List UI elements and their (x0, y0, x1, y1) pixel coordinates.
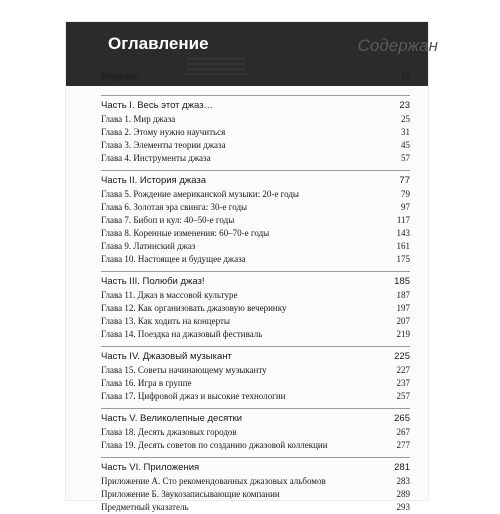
toc-chapter-page: 197 (396, 303, 410, 313)
toc-chapter (101, 201, 410, 214)
toc-chapter-label: Глава 17. Цифровой джаз и высокие технологии (101, 391, 286, 401)
toc-chapter-page: 57 (401, 153, 410, 163)
toc-chapter (101, 214, 410, 227)
toc-chapter (101, 501, 410, 514)
toc-chapter (101, 240, 410, 253)
toc-chapter (101, 315, 410, 328)
toc-chapter (101, 488, 410, 501)
toc-part-label: Часть IV. Джазовый музыкант (101, 351, 232, 362)
toc-intro-page: 19 (401, 71, 410, 81)
toc-chapter-page: 293 (396, 502, 410, 512)
toc-chapter (101, 328, 410, 341)
toc-part-page: 77 (399, 175, 410, 186)
toc-chapter-label: Глава 13. Как ходить на концерты (101, 316, 230, 326)
toc-part (101, 461, 410, 475)
toc-chapter-label: Глава 15. Советы начинающему музыканту (101, 365, 267, 375)
toc-chapter (101, 377, 410, 390)
toc-chapter-page: 97 (401, 202, 410, 212)
toc-chapter-label: Глава 14. Поездка на джазовый фестиваль (101, 329, 263, 339)
toc-chapter-label: Глава 5. Рождение американской музыки: 20-е годы (101, 189, 299, 199)
toc-parts (101, 95, 410, 514)
toc-chapter-label: Глава 12. Как организовать джазовую вечеринку (101, 303, 287, 313)
toc-chapter-page: 237 (396, 378, 410, 388)
part-divider (101, 408, 410, 409)
toc-part-page: 265 (394, 413, 410, 424)
toc-chapter-label: Глава 18. Десять джазовых городов (101, 427, 237, 437)
toc-chapter-page: 187 (396, 290, 410, 300)
toc-chapter-page: 227 (396, 365, 410, 375)
toc-part-page: 225 (394, 351, 410, 362)
toc-chapter (101, 302, 410, 315)
table-of-contents (101, 68, 410, 514)
toc-part-page: 281 (394, 462, 410, 473)
part-divider (101, 170, 410, 171)
part-divider (101, 346, 410, 347)
toc-chapter-label: Глава 9. Латинский джаз (101, 241, 196, 251)
toc-chapter (101, 475, 410, 488)
toc-chapter (101, 364, 410, 377)
toc-chapter (101, 426, 410, 439)
toc-chapter-page: 117 (396, 215, 410, 225)
toc-part-label: Часть V. Великолепные десятки (101, 413, 243, 424)
toc-chapter-page: 283 (396, 476, 410, 486)
toc-chapter-label: Глава 3. Элементы теории джаза (101, 140, 226, 150)
book-page (66, 22, 438, 512)
part-divider (101, 95, 410, 96)
toc-chapter-page: 143 (396, 228, 410, 238)
page-title: Оглавление (108, 34, 209, 53)
toc-chapter-page: 267 (396, 427, 410, 437)
toc-chapter-label: Глава 4. Инструменты джаза (101, 153, 211, 163)
toc-part (101, 275, 410, 289)
toc-chapter (101, 152, 410, 165)
toc-chapter-page: 161 (396, 241, 410, 251)
toc-intro-label: Введение (101, 71, 138, 81)
toc-chapter-page: 45 (401, 140, 410, 150)
toc-chapter-label: Глава 7. Бибоп и кул: 40–50-е годы (101, 215, 235, 225)
toc-chapter (101, 439, 410, 452)
ghost-title: Содержан (357, 36, 438, 55)
toc-part-page: 185 (394, 276, 410, 287)
toc-chapter-label: Глава 2. Этому нужно научиться (101, 127, 226, 137)
toc-chapter (101, 289, 410, 302)
toc-chapter-page: 257 (396, 391, 410, 401)
toc-chapter-label: Глава 16. Игра в группе (101, 378, 192, 388)
toc-chapter-label: Глава 1. Мир джаза (101, 114, 176, 124)
toc-chapter (101, 227, 410, 240)
toc-chapter-page: 289 (396, 489, 410, 499)
toc-chapter-label: Глава 6. Золотая эра свинга: 30-е годы (101, 202, 248, 212)
toc-chapter (101, 139, 410, 152)
toc-chapter-label: Глава 11. Джаз в массовой культуре (101, 290, 238, 300)
part-divider (101, 271, 410, 272)
toc-part-label: Часть III. Полюби джаз! (101, 276, 205, 287)
toc-chapter-label: Глава 8. Коренные изменения: 60–70-е годы (101, 228, 270, 238)
toc-part-page: 23 (399, 100, 410, 111)
toc-chapter-page: 31 (401, 127, 410, 137)
toc-chapter-label: Приложение Б. Звукозаписывающие компании (101, 489, 280, 499)
toc-part (101, 99, 410, 113)
toc-chapter-page: 277 (396, 440, 410, 450)
toc-part-label: Часть I. Весь этот джаз… (101, 100, 214, 111)
toc-part-label: Часть II. История джаза (101, 175, 207, 186)
toc-chapter (101, 113, 410, 126)
toc-chapter-label: Глава 10. Настоящее и будущее джаза (101, 254, 246, 264)
toc-chapter (101, 188, 410, 201)
toc-chapter (101, 126, 410, 139)
toc-part (101, 412, 410, 426)
toc-chapter-label: Предметный указатель (101, 502, 189, 512)
toc-chapter-label: Глава 19. Десять советов по созданию джазовой коллекции (101, 440, 328, 450)
toc-part-label: Часть VI. Приложения (101, 462, 200, 473)
toc-chapter-page: 219 (396, 329, 410, 339)
toc-chapter-page: 207 (396, 316, 410, 326)
toc-chapter-page: 25 (401, 114, 410, 124)
toc-chapter (101, 253, 410, 266)
toc-chapter-label: Приложение А. Сто рекомендованных джазовых альбомов (101, 476, 326, 486)
toc-intro (101, 68, 410, 90)
toc-chapter-page: 79 (401, 189, 410, 199)
toc-chapter-page: 175 (396, 254, 410, 264)
toc-part (101, 174, 410, 188)
toc-chapter (101, 390, 410, 403)
part-divider (101, 457, 410, 458)
toc-part (101, 350, 410, 364)
